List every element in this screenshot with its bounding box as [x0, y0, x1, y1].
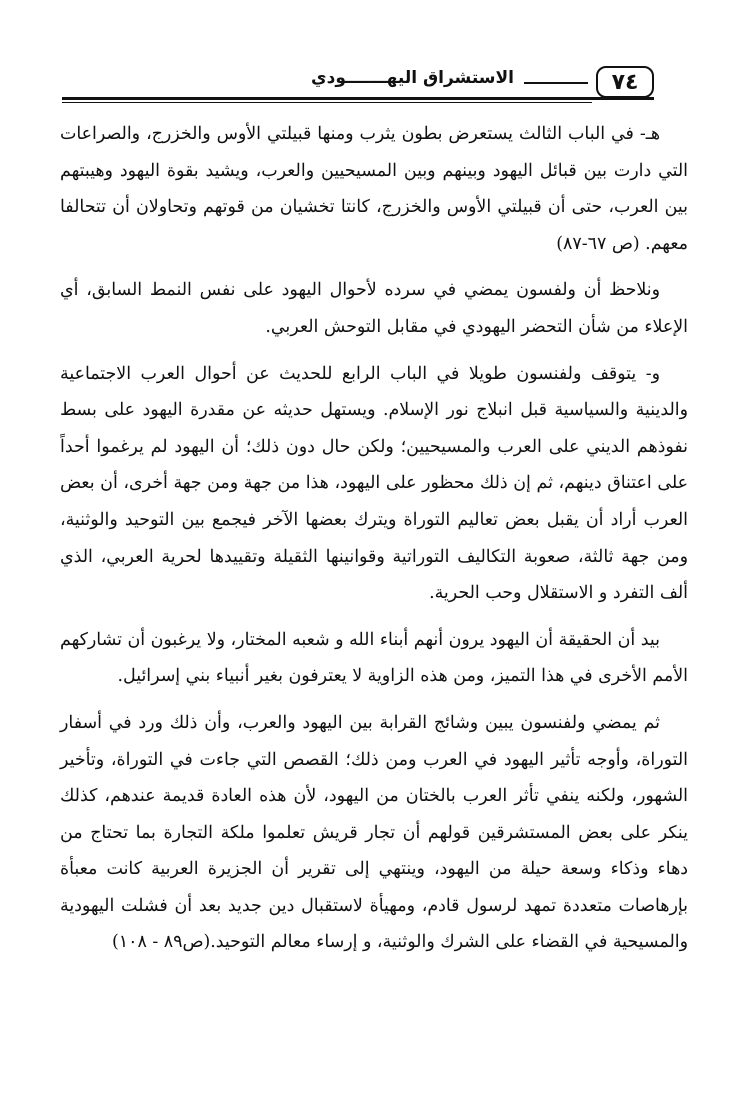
paragraph: بيد أن الحقيقة أن اليهود يرون أنهم أبناء الله و شعبه المختار، ولا يرغبون أن تشاركهم الأمم الأخرى في هذا التميز، ومن هذه الزاوية لا يعترفون بغير أنبياء بني إسرائيل.	[60, 629, 688, 687]
running-title: الاستشراق اليهـــــــودي	[311, 68, 514, 88]
header-rule	[62, 97, 654, 100]
paragraph: هـ- في الباب الثالث يستعرض بطون يثرب ومنها قبيلتي الأوس والخزرج، والصراعات التي دارت بين قبائل اليهود وبينهم وبين المسيحيين والعرب، ويشيد بقوة اليهود وهيبتهم بين العرب، حتى أن قبيلتي الأوس والخزرج، كانتا تخشيان من قوتهم وتحاولان أن تتحالفا معهم. (ص ٦٧-٨٧)	[60, 124, 688, 254]
running-header	[62, 66, 654, 102]
header-rule-thin	[62, 102, 592, 103]
paragraph: و- يتوقف ولفنسون طويلا في الباب الرابع للحديث عن أحوال العرب الاجتماعية والدينية والسياسية قبل انبلاج نور الإسلام. ويستهل حديثه عن مقدرة اليهود على بسط نفوذهم الديني على العرب والمسيحيين؛ ولكن حال دون ذلك؛ أن اليهود لم يرغموا أحداً على اعتناق دينهم، ثم إن ذلك محظور على اليهود، هذا من جهة ومن جهة أخرى، أن بعض العرب أراد أن يقبل بعض تعاليم التوراة ويترك بعضها الآخر فيجمع بين التوحيد والوثنية، ومن جهة ثالثة، صعوبة التكاليف التوراتية وقوانينها الثقيلة وتقييدها لحرية العربي، الذي ألف التفرد و الاستقلال وحب الحرية.	[60, 363, 688, 604]
paragraph: ثم يمضي ولفنسون يبين وشائج القرابة بين اليهود والعرب، وأن ذلك ورد في أسفار التوراة، وأوجه تأثير اليهود في العرب ومن ذلك؛ القصص التي جاءت في التوراة، وتأخير الشهور، ولكنه ينفي تأثر العرب بالختان من اليهود، لأن هذه العادة قديمة عندهم، كذلك ينكر على بعض المستشرقين قولهم أن تجار قريش تعلموا ملكة التجارة بما تحتاج من دهاء وذكاء وسعة حيلة من اليهود، وينتهي إلى تقرير أن الجزيرة العربية كانت معبأة بإرهاصات متعددة تمهد لرسول قادم، ومهيأة لاستقبال دين جديد بعد أن فشلت اليهودية والمسيحية في القضاء على الشرك والوثنية، و إرساء معالم التوحيد.(ص٨٩ - ١٠٨)	[60, 712, 688, 953]
paragraph: ونلاحظ أن ولفسون يمضي في سرده لأحوال اليهود على نفس النمط السابق، أي الإعلاء من شأن التحضر اليهودي في مقابل التوحش العربي.	[60, 280, 688, 337]
body-text	[60, 116, 688, 971]
page-number: ٧٤	[596, 66, 654, 98]
header-divider-dash	[524, 82, 588, 84]
